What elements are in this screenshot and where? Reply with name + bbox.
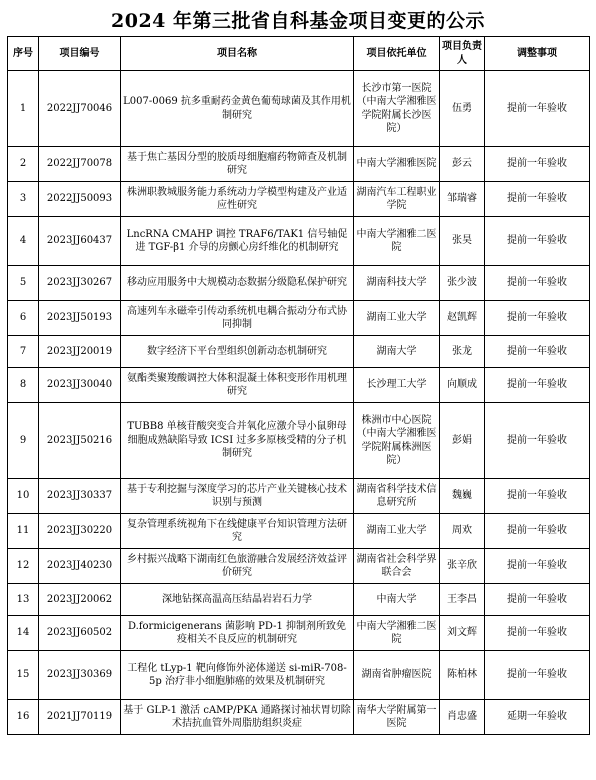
table-row	[8, 616, 590, 651]
cell-no: 2	[8, 147, 39, 182]
cell-leader: 彭娟	[440, 403, 485, 479]
table-row	[8, 301, 590, 336]
cell-name: TUBB8 单核苷酸突变合并氧化应激介导小鼠卵母细胞成熟缺陷导致 ICSI 过多多原核受精的分子机制研究	[121, 403, 354, 479]
cell-change: 延期一年验收	[485, 700, 590, 735]
header-unit: 项目依托单位	[354, 37, 440, 71]
cell-no: 16	[8, 700, 39, 735]
cell-unit: 湖南汽车工程职业学院	[354, 182, 440, 217]
cell-unit: 长沙市第一医院（中南大学湘雅医学院附属长沙医院）	[354, 71, 440, 147]
cell-no: 3	[8, 182, 39, 217]
cell-leader: 周欢	[440, 514, 485, 549]
cell-no: 1	[8, 71, 39, 147]
cell-change: 提前一年验收	[485, 301, 590, 336]
cell-change: 提前一年验收	[485, 479, 590, 514]
cell-name: 株洲职教城服务能力系统动力学模型构建及产业适应性研究	[121, 182, 354, 217]
cell-change: 提前一年验收	[485, 584, 590, 616]
cell-leader: 张辛欣	[440, 549, 485, 584]
header-name: 项目名称	[121, 37, 354, 71]
cell-unit: 湖南省肿瘤医院	[354, 651, 440, 700]
cell-change: 提前一年验收	[485, 616, 590, 651]
table-row	[8, 479, 590, 514]
cell-code: 2023JJ40230	[39, 549, 121, 584]
cell-unit: 湖南省社会科学界联合会	[354, 549, 440, 584]
cell-leader: 张少波	[440, 266, 485, 301]
cell-code: 2023JJ30369	[39, 651, 121, 700]
cell-name: 数字经济下平台型组织创新动态机制研究	[121, 336, 354, 368]
cell-no: 12	[8, 549, 39, 584]
cell-unit: 中南大学	[354, 584, 440, 616]
cell-unit: 中南大学湘雅医院	[354, 147, 440, 182]
cell-code: 2023JJ60437	[39, 217, 121, 266]
table-row	[8, 336, 590, 368]
table-row	[8, 182, 590, 217]
cell-change: 提前一年验收	[485, 147, 590, 182]
cell-name: LncRNA CMAHP 调控 TRAF6/TAK1 信号轴促进 TGF-β1 介导的房颤心房纤维化的机制研究	[121, 217, 354, 266]
table-row	[8, 217, 590, 266]
cell-change: 提前一年验收	[485, 651, 590, 700]
cell-unit: 中南大学湘雅二医院	[354, 217, 440, 266]
table-row	[8, 71, 590, 147]
table-row	[8, 514, 590, 549]
cell-change: 提前一年验收	[485, 403, 590, 479]
cell-code: 2023JJ30040	[39, 368, 121, 403]
cell-leader: 肖忠盛	[440, 700, 485, 735]
cell-leader: 向顺成	[440, 368, 485, 403]
table-row	[8, 403, 590, 479]
cell-no: 6	[8, 301, 39, 336]
cell-name: 乡村振兴战略下湖南红色旅游融合发展经济效益评价研究	[121, 549, 354, 584]
cell-change: 提前一年验收	[485, 217, 590, 266]
cell-change: 提前一年验收	[485, 182, 590, 217]
cell-change: 提前一年验收	[485, 368, 590, 403]
cell-no: 4	[8, 217, 39, 266]
cell-name: 基于专利挖掘与深度学习的芯片产业关键核心技术识别与预测	[121, 479, 354, 514]
cell-no: 15	[8, 651, 39, 700]
cell-name: 深地钻探高温高压结晶岩岩石力学	[121, 584, 354, 616]
cell-change: 提前一年验收	[485, 549, 590, 584]
cell-change: 提前一年验收	[485, 71, 590, 147]
cell-leader: 彭云	[440, 147, 485, 182]
cell-code: 2023JJ60502	[39, 616, 121, 651]
cell-code: 2023JJ30220	[39, 514, 121, 549]
cell-name: 基于焦亡基因分型的胶质母细胞瘤药物筛查及机制研究	[121, 147, 354, 182]
table-row	[8, 549, 590, 584]
cell-name: 工程化 tLyp-1 靶向修饰外泌体递送 si-miR-708-5p 治疗非小细胞肺癌的效果及机制研究	[121, 651, 354, 700]
table-row	[8, 651, 590, 700]
page-title: 2024 年第三批省自科基金项目变更的公示	[111, 10, 485, 32]
cell-leader: 赵凯辉	[440, 301, 485, 336]
cell-leader: 刘文辉	[440, 616, 485, 651]
header-leader: 项目负责人	[440, 37, 485, 71]
cell-code: 2021JJ70119	[39, 700, 121, 735]
cell-no: 11	[8, 514, 39, 549]
cell-name: 移动应用服务中大规模动态数据分级隐私保护研究	[121, 266, 354, 301]
cell-unit: 湖南大学	[354, 336, 440, 368]
cell-code: 2023JJ30267	[39, 266, 121, 301]
cell-change: 提前一年验收	[485, 336, 590, 368]
cell-name: 基于 GLP-1 激活 cAMP/PKA 通路探讨袖状胃切除术拮抗血管外周脂肪组织炎症	[121, 700, 354, 735]
cell-unit: 株洲市中心医院（中南大学湘雅医学院附属株洲医院）	[354, 403, 440, 479]
cell-no: 9	[8, 403, 39, 479]
cell-leader: 王李昌	[440, 584, 485, 616]
cell-no: 7	[8, 336, 39, 368]
cell-unit: 长沙理工大学	[354, 368, 440, 403]
cell-code: 2023JJ30337	[39, 479, 121, 514]
cell-leader: 魏巍	[440, 479, 485, 514]
table-header-row	[8, 37, 590, 71]
table-row	[8, 584, 590, 616]
cell-leader: 邹瑞睿	[440, 182, 485, 217]
cell-code: 2022JJ70078	[39, 147, 121, 182]
cell-code: 2022JJ50093	[39, 182, 121, 217]
table-row	[8, 266, 590, 301]
project-change-table	[7, 36, 590, 735]
table-row	[8, 700, 590, 735]
cell-change: 提前一年验收	[485, 266, 590, 301]
cell-leader: 张昊	[440, 217, 485, 266]
cell-no: 14	[8, 616, 39, 651]
cell-no: 10	[8, 479, 39, 514]
table-row	[8, 147, 590, 182]
cell-name: 氨酯类聚羧酸调控大体积混凝土体积变形作用机理研究	[121, 368, 354, 403]
cell-name: 高速列车永磁牵引传动系统机电耦合振动分布式协同抑制	[121, 301, 354, 336]
cell-leader: 张龙	[440, 336, 485, 368]
cell-unit: 中南大学湘雅二医院	[354, 616, 440, 651]
cell-leader: 伍勇	[440, 71, 485, 147]
cell-no: 5	[8, 266, 39, 301]
cell-name: L007-0069 抗多重耐药金黄色葡萄球菌及其作用机制研究	[121, 71, 354, 147]
cell-no: 13	[8, 584, 39, 616]
cell-unit: 湖南工业大学	[354, 301, 440, 336]
cell-code: 2022JJ70046	[39, 71, 121, 147]
cell-code: 2023JJ20062	[39, 584, 121, 616]
cell-name: D.formicigenerans 菌影响 PD-1 抑制剂所致免疫相关不良反应的机制研究	[121, 616, 354, 651]
cell-code: 2023JJ50216	[39, 403, 121, 479]
cell-unit: 湖南科技大学	[354, 266, 440, 301]
cell-unit: 湖南工业大学	[354, 514, 440, 549]
cell-unit: 湖南省科学技术信息研究所	[354, 479, 440, 514]
cell-no: 8	[8, 368, 39, 403]
cell-code: 2023JJ50193	[39, 301, 121, 336]
cell-change: 提前一年验收	[485, 514, 590, 549]
cell-code: 2023JJ20019	[39, 336, 121, 368]
table-row	[8, 368, 590, 403]
cell-unit: 南华大学附属第一医院	[354, 700, 440, 735]
cell-leader: 陈柏林	[440, 651, 485, 700]
header-code: 项目编号	[39, 37, 121, 71]
header-no: 序号	[8, 37, 39, 71]
header-change: 调整事项	[485, 37, 590, 71]
cell-name: 复杂管理系统视角下在线健康平台知识管理方法研究	[121, 514, 354, 549]
